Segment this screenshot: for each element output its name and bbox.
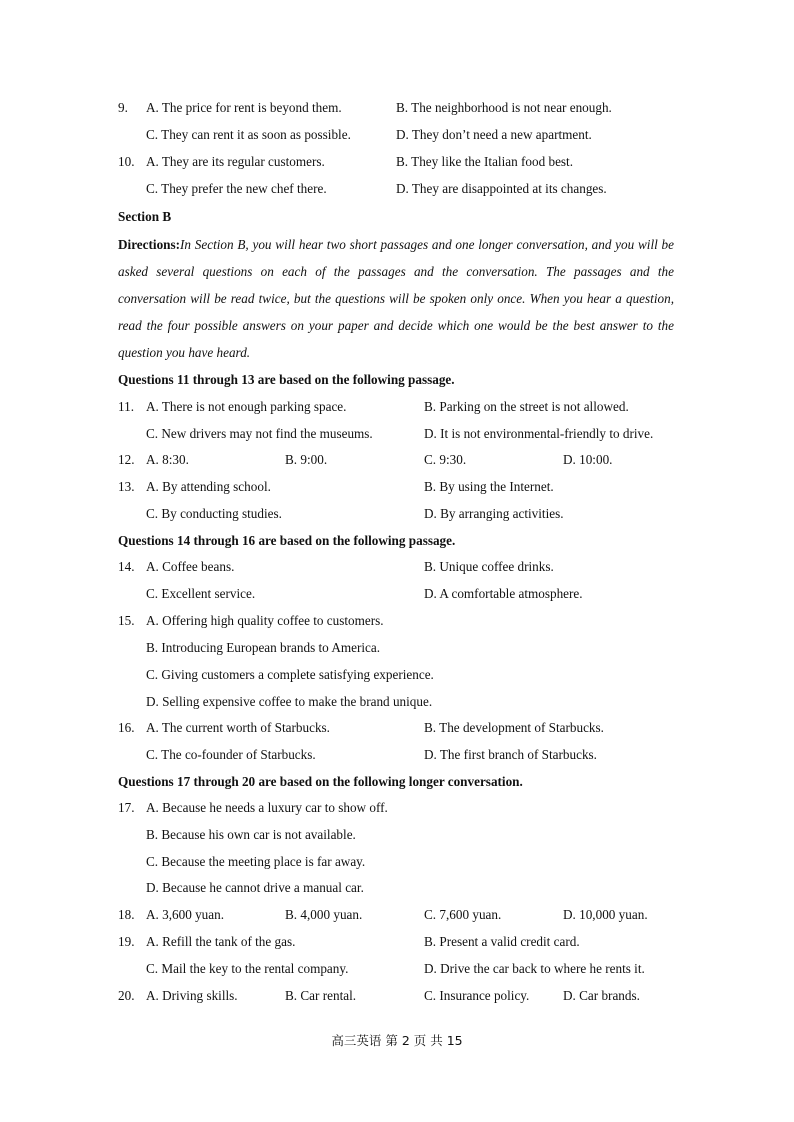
directions-label: Directions: bbox=[118, 237, 181, 252]
option-b: B. The development of Starbucks. bbox=[424, 720, 604, 735]
option-a: A. They are its regular customers. bbox=[146, 154, 325, 169]
directions bbox=[118, 231, 674, 366]
option-b: B. They like the Italian food best. bbox=[396, 154, 574, 169]
option-a: A. By attending school. bbox=[146, 479, 271, 494]
option-a: A. Refill the tank of the gas. bbox=[146, 934, 296, 949]
question-number: 17. bbox=[118, 800, 135, 815]
option-a: A. 8:30. bbox=[146, 452, 189, 467]
option-d: D. Drive the car back to where he rents it. bbox=[424, 961, 645, 976]
question-number: 15. bbox=[118, 613, 135, 628]
question-number: 18. bbox=[118, 907, 135, 922]
section-title: Section B bbox=[118, 209, 172, 224]
group-header: Questions 14 through 16 are based on the following passage. bbox=[118, 533, 456, 548]
option-c: C. Giving customers a complete satisfying experience. bbox=[146, 667, 434, 682]
option-b: B. Parking on the street is not allowed. bbox=[424, 399, 629, 414]
option-c: C. Because the meeting place is far away. bbox=[146, 854, 366, 869]
question-number: 14. bbox=[118, 559, 135, 574]
option-c: C. They prefer the new chef there. bbox=[146, 181, 327, 196]
option-a: A. There is not enough parking space. bbox=[146, 399, 347, 414]
question-number: 11. bbox=[118, 399, 134, 414]
option-c: C. Insurance policy. bbox=[424, 988, 530, 1003]
option-b: B. Because his own car is not available. bbox=[146, 827, 356, 842]
option-a: A. The current worth of Starbucks. bbox=[146, 720, 330, 735]
option-c: C. New drivers may not find the museums. bbox=[146, 426, 373, 441]
question-number: 13. bbox=[118, 479, 135, 494]
question-number: 12. bbox=[118, 452, 135, 467]
option-b: B. Present a valid credit card. bbox=[424, 934, 580, 949]
option-c: C. Excellent service. bbox=[146, 586, 256, 601]
option-a: A. Offering high quality coffee to customers. bbox=[146, 613, 384, 628]
option-b: B. Unique coffee drinks. bbox=[424, 559, 554, 574]
option-a: A. 3,600 yuan. bbox=[146, 907, 225, 922]
option-b: B. The neighborhood is not near enough. bbox=[396, 100, 612, 115]
option-b: B. Introducing European brands to America. bbox=[146, 640, 381, 655]
option-d: D. It is not environmental-friendly to drive. bbox=[424, 426, 654, 441]
option-c: C. By conducting studies. bbox=[146, 506, 282, 521]
option-c: C. 7,600 yuan. bbox=[424, 907, 502, 922]
question-number: 19. bbox=[118, 934, 135, 949]
option-d: D. 10,000 yuan. bbox=[563, 907, 648, 922]
option-a: A. The price for rent is beyond them. bbox=[146, 100, 342, 115]
option-a: A. Because he needs a luxury car to show off. bbox=[146, 800, 388, 815]
option-d: D. Selling expensive coffee to make the brand unique. bbox=[146, 694, 433, 709]
option-c: C. The co-founder of Starbucks. bbox=[146, 747, 316, 762]
option-b: B. By using the Internet. bbox=[424, 479, 554, 494]
group-header: Questions 17 through 20 are based on the following longer conversation. bbox=[118, 774, 523, 789]
option-c: C. 9:30. bbox=[424, 452, 467, 467]
option-d: D. A comfortable atmosphere. bbox=[424, 586, 583, 601]
option-d: D. The first branch of Starbucks. bbox=[424, 747, 597, 762]
option-d: D. Because he cannot drive a manual car. bbox=[146, 880, 364, 895]
option-a: A. Coffee beans. bbox=[146, 559, 235, 574]
option-c: C. Mail the key to the rental company. bbox=[146, 961, 349, 976]
option-d: D. By arranging activities. bbox=[424, 506, 564, 521]
page-footer: 高三英语 第 2 页 共 15 bbox=[331, 1033, 463, 1048]
directions-text: In Section B, you will hear two short passages and one longer conversation, and you will be asked several questions on each of the passages and the conversation. The passages and the conversation will be read twice, but the questions will be spoken only once. When you hear a question, read the four possible answers on your paper and decide which one would be the best answer to the question you have heard. bbox=[118, 237, 674, 360]
option-d: D. They don’t need a new apartment. bbox=[396, 127, 592, 142]
option-c: C. They can rent it as soon as possible. bbox=[146, 127, 351, 142]
group-header: Questions 11 through 13 are based on the following passage. bbox=[118, 372, 455, 387]
option-d: D. Car brands. bbox=[563, 988, 640, 1003]
question-number: 20. bbox=[118, 988, 135, 1003]
option-d: D. They are disappointed at its changes. bbox=[396, 181, 607, 196]
option-b: B. 4,000 yuan. bbox=[285, 907, 363, 922]
option-b: B. Car rental. bbox=[285, 988, 357, 1003]
question-number: 16. bbox=[118, 720, 135, 735]
option-d: D. 10:00. bbox=[563, 452, 613, 467]
question-number: 10. bbox=[118, 154, 135, 169]
option-b: B. 9:00. bbox=[285, 452, 328, 467]
question-number: 9. bbox=[118, 100, 128, 115]
option-a: A. Driving skills. bbox=[146, 988, 238, 1003]
